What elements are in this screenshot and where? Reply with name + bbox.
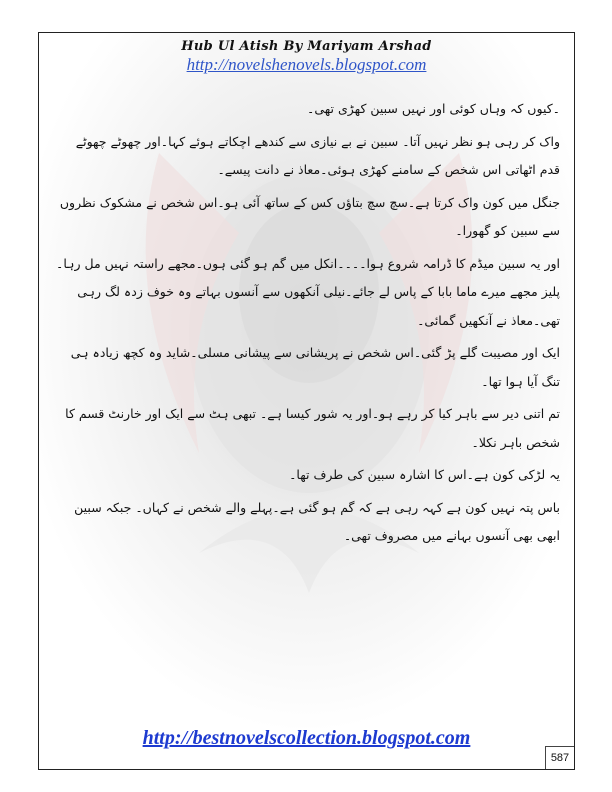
footer-blog-link[interactable]: http://bestnovelscollection.blogspot.com (142, 727, 471, 749)
story-text (53, 95, 560, 555)
paragraph: ایک اور مصیبت گلے پڑ گئی۔اس شخص نے پریشانی سے پیشانی مسلی۔شاید وہ کچھ زیادہ ہی تنگ آیا ہوا تھا۔ (70, 345, 560, 389)
paragraph: واک کر رہی ہو نظر نہیں آتا۔ سبین نے بے نیازی سے کندھے اچکاتے ہوئے کہا۔اور چھوٹے چھوٹے قدم اٹھاتی اس شخص کے سامنے کھڑی ہوئی۔معاذ نے دانت پیسے۔ (75, 133, 560, 177)
page-header (39, 39, 574, 75)
page-number: 587 (545, 746, 574, 769)
page-frame (38, 32, 575, 770)
paragraph: اور یہ سبین میڈم کا ڈرامہ شروع ہوا۔۔۔۔انکل میں گم ہو گئی ہوں۔مجھے راستہ نہیں مل رہا۔پلیز مجھے میرے ماما بابا کے پاس لے جائے۔نیلی آنکھوں سے آنسوں بہاتے وہ خوف زدہ لگ رہی تھی۔معاذ نے آنکھیں گمائی۔ (56, 255, 560, 328)
paragraph: باس پتہ نہیں کون ہے کہہ رہی ہے کہ گم ہو گئی ہے۔پہلے والے شخص نے کہاں۔ جبکہ سبین ابھی بھی آنسوں بہانے میں مصروف تھی۔ (74, 499, 560, 543)
paragraph: جنگل میں کون واک کرتا ہے۔سچ سچ بتاؤں کس کے ساتھ آئی ہو۔اس شخص نے مشکوک نظروں سے سبین کو گھورا۔ (59, 194, 560, 238)
header-blog-link[interactable]: http://novelshenovels.blogspot.com (186, 55, 427, 74)
paragraph: تم اتنی دیر سے باہر کیا کر رہے ہو۔اور یہ شور کیسا ہے۔ تبھی ہٹ سے ایک اور خارنٹ قسم کا شخص باہر نکلا۔ (65, 406, 560, 450)
book-title: Hub Ul Atish By Mariyam Arshad (181, 39, 432, 54)
paragraph: یہ لڑکی کون ہے۔اس کا اشارہ سبین کی طرف تھا۔ (289, 467, 560, 482)
paragraph: ۔کیوں کہ وہاں کوئی اور نہیں سبین کھڑی تھی۔ (307, 101, 560, 116)
